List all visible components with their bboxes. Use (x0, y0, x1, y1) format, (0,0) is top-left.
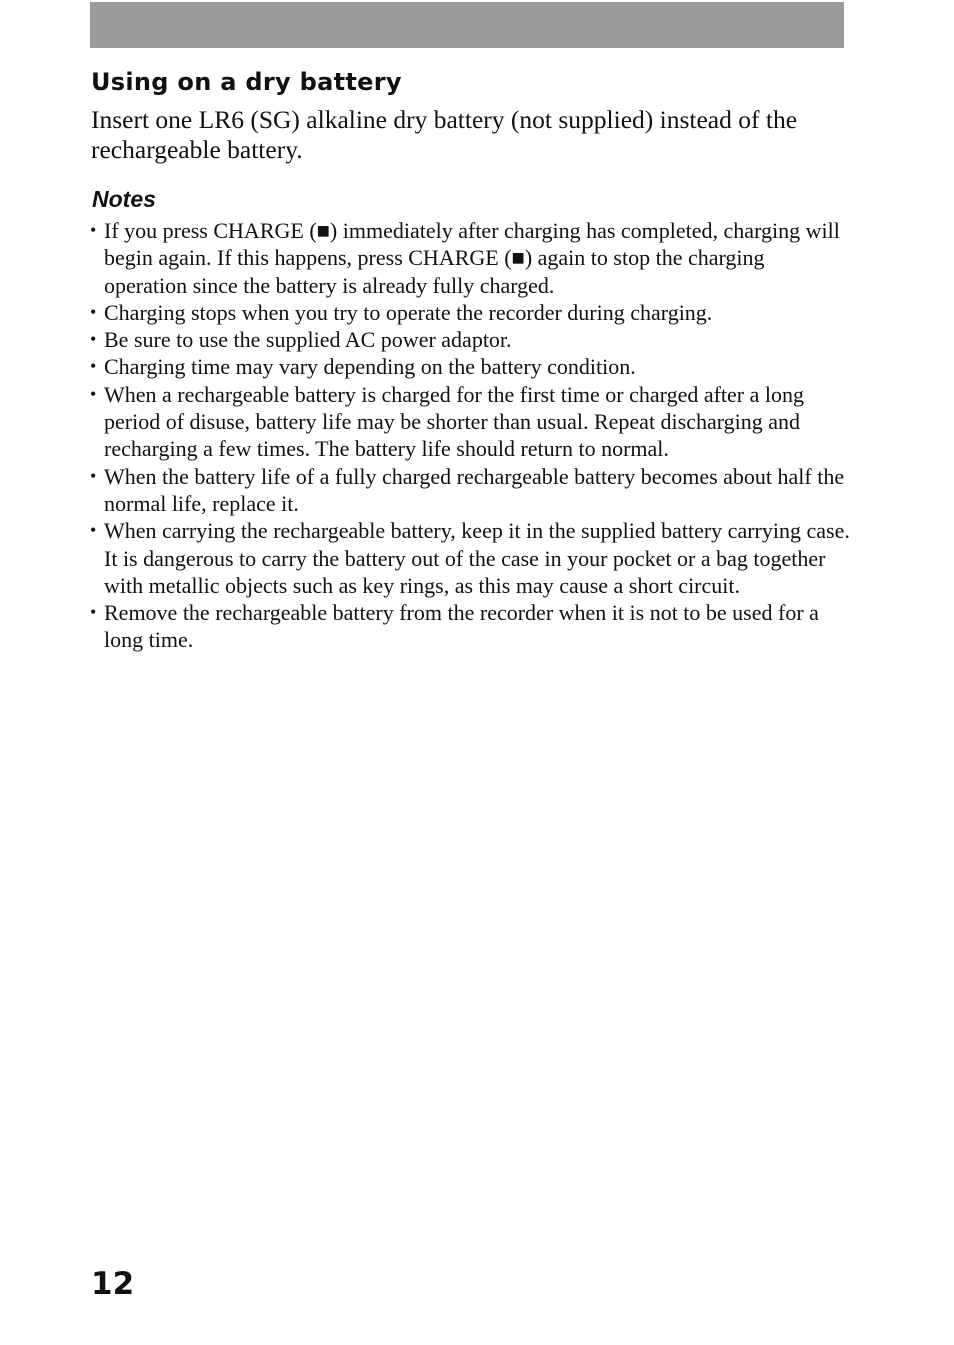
note-item (90, 217, 850, 299)
bullet-icon: • (90, 356, 97, 377)
bullet-icon: • (90, 301, 97, 322)
note-item (90, 517, 850, 599)
bullet-icon: • (90, 465, 97, 486)
bullet-icon: • (90, 329, 97, 350)
notes-list (90, 217, 850, 654)
note-text: When the battery life of a fully charged rechargeable battery becomes about half the normal life, replace it. (104, 463, 845, 516)
note-text: Charging stops when you try to operate the recorder during charging. (104, 299, 713, 325)
notes-heading: Notes (92, 186, 156, 212)
bullet-icon: • (90, 602, 97, 623)
note-item (90, 463, 850, 518)
note-text: When a rechargeable battery is charged for the first time or charged after a long period of disuse, battery life may be shorter than usual. Repeat discharging and recharging a few times. The battery life should return to normal. (104, 381, 805, 462)
section-heading: Using on a dry battery (91, 68, 402, 96)
note-item (90, 326, 850, 353)
note-text: Be sure to use the supplied AC power adaptor. (104, 327, 512, 353)
bullet-icon: • (90, 220, 97, 240)
note-text: If you press CHARGE (■) immediately after charging has completed, charging will begin again. If this happens, press CHARGE (■) again to stop the charging operation since the battery is already fully charged. (104, 218, 840, 298)
page-number: 12 (91, 1266, 135, 1302)
note-item (90, 299, 850, 326)
bullet-icon: • (90, 520, 97, 541)
intro-paragraph: Insert one LR6 (SG) alkaline dry battery (not supplied) instead of the rechargeable battery. (91, 105, 798, 164)
bullet-icon: • (90, 383, 97, 404)
note-item (90, 353, 850, 380)
note-text: When carrying the rechargeable battery, keep it in the supplied battery carrying case. It is dangerous to carry the battery out of the case in your pocket or a bag together with metallic objects such as key rings, as this may cause a short circuit. (104, 518, 850, 598)
note-item (90, 599, 850, 654)
note-text: Remove the rechargeable battery from the recorder when it is not to be used for a long time. (104, 600, 819, 653)
note-text: Charging time may vary depending on the battery condition. (104, 354, 636, 380)
header-bar (90, 2, 844, 48)
note-item (90, 381, 850, 463)
